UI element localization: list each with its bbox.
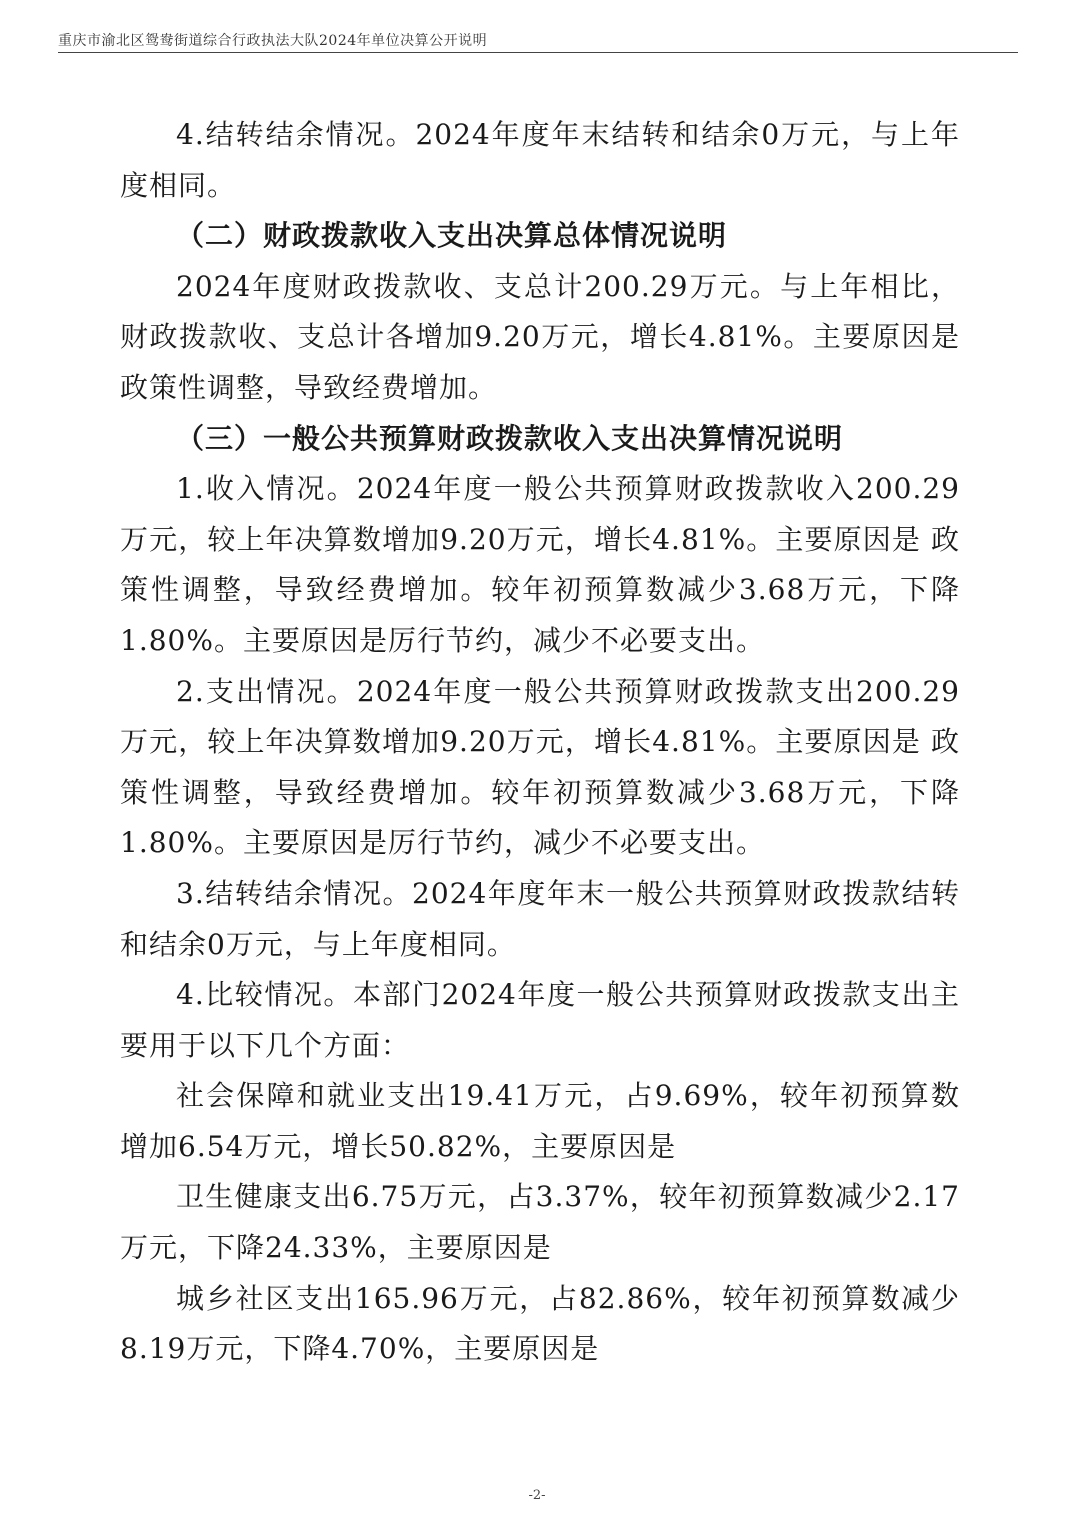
paragraph-general-carryover: 3.结转结余情况。2024年度年末一般公共预算财政拨款结转和结余0万元，与上年度相同。 [120,876,960,961]
paragraph-comparison: 4.比较情况。本部门2024年度一般公共预算财政拨款支出主要用于以下几个方面： [120,978,960,1062]
paragraph-urban-rural: 城乡社区支出165.96万元，占82.86%，较年初预算数减少8.19万元，下降4.70%，主要原因是 [120,1281,960,1366]
paragraph-health: 卫生健康支出6.75万元，占3.37%，较年初预算数减少2.17万元，下降24.33%，主要原因是 [120,1180,960,1265]
header-divider [58,52,1018,53]
paragraph-fiscal-total: 2024年度财政拨款收、支总计200.29万元。与上年相比，财政拨款收、支总计各增加9.20万元，增长4.81%。主要原因是 政策性调整，导致经费增加。 [120,269,960,404]
paragraph-expenditure: 2.支出情况。2024年度一般公共预算财政拨款支出200.29万元，较上年决算数增加9.20万元，增长4.81%。主要原因是 政策性调整，导致经费增加。较年初预算数减少3.68万元，下降1.80%。主要原因是厉行节约，减少不必要支出。 [120,674,960,860]
page-number: -2- [528,1488,546,1503]
document-body [120,110,960,1375]
paragraph-social-security: 社会保障和就业支出19.41万元，占9.69%，较年初预算数增加6.54万元，增长50.82%，主要原因是 [120,1079,960,1163]
running-header: 重庆市渝北区鸳鸯街道综合行政执法大队2024年单位决算公开说明 [58,33,488,49]
section-heading-general-budget: （三）一般公共预算财政拨款收入支出决算情况说明 [176,421,844,455]
paragraph-income: 1.收入情况。2024年度一般公共预算财政拨款收入200.29万元，较上年决算数增加9.20万元，增长4.81%。主要原因是 政策性调整，导致经费增加。较年初预算数减少3.68万元，下降1.80%。主要原因是厉行节约，减少不必要支出。 [120,472,960,657]
paragraph-carryover-balance: 4.结转结余情况。2024年度年末结转和结余0万元，与上年度相同。 [120,118,960,202]
section-heading-fiscal-overview: （二）财政拨款收入支出决算总体情况说明 [176,219,728,253]
